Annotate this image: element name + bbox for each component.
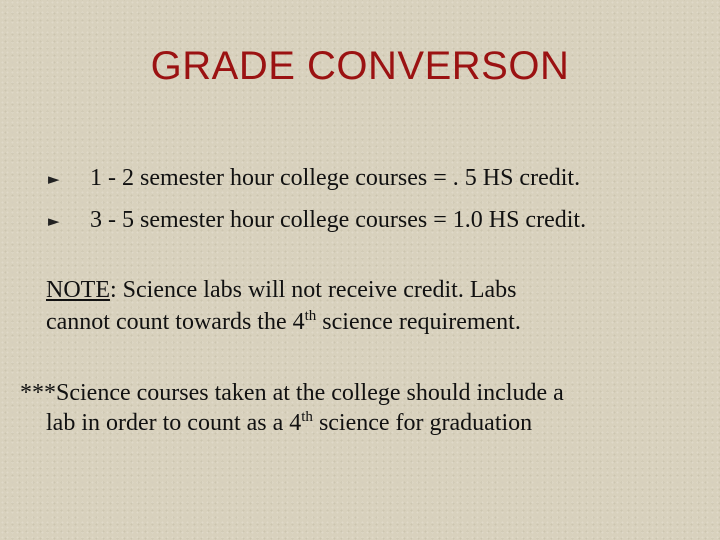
ordinal-suffix: th: [301, 409, 313, 425]
triangle-right-icon: ►: [48, 212, 60, 230]
bullet-text: 1 - 2 semester hour college courses = . 5 HS credit.: [90, 164, 581, 191]
bullet-item: [48, 199, 708, 241]
triangle-right-icon: ►: [48, 170, 60, 188]
science-line2: [20, 408, 710, 438]
science-line2-end: science for graduation: [312, 410, 533, 436]
bullet-item: [48, 157, 708, 199]
note-line1: : Science labs will not receive credit. Labs: [109, 277, 517, 303]
bullet-list: [48, 157, 708, 241]
science-line1: ***Science courses taken at the college should include a: [20, 380, 564, 406]
note-line2-end: science requirement.: [316, 309, 521, 335]
science-line2-start: lab in order to count as a 4: [46, 410, 302, 436]
slide-title: GRADE CONVERSON: [150, 44, 570, 88]
science-note: [20, 378, 710, 438]
bullet-text: 3 - 5 semester hour college courses = 1.0 HS credit.: [90, 206, 587, 233]
note-label: NOTE: [46, 277, 110, 303]
labs-note: [46, 274, 686, 338]
ordinal-suffix: th: [304, 308, 317, 324]
note-line2-start: cannot count towards the 4: [46, 309, 305, 335]
